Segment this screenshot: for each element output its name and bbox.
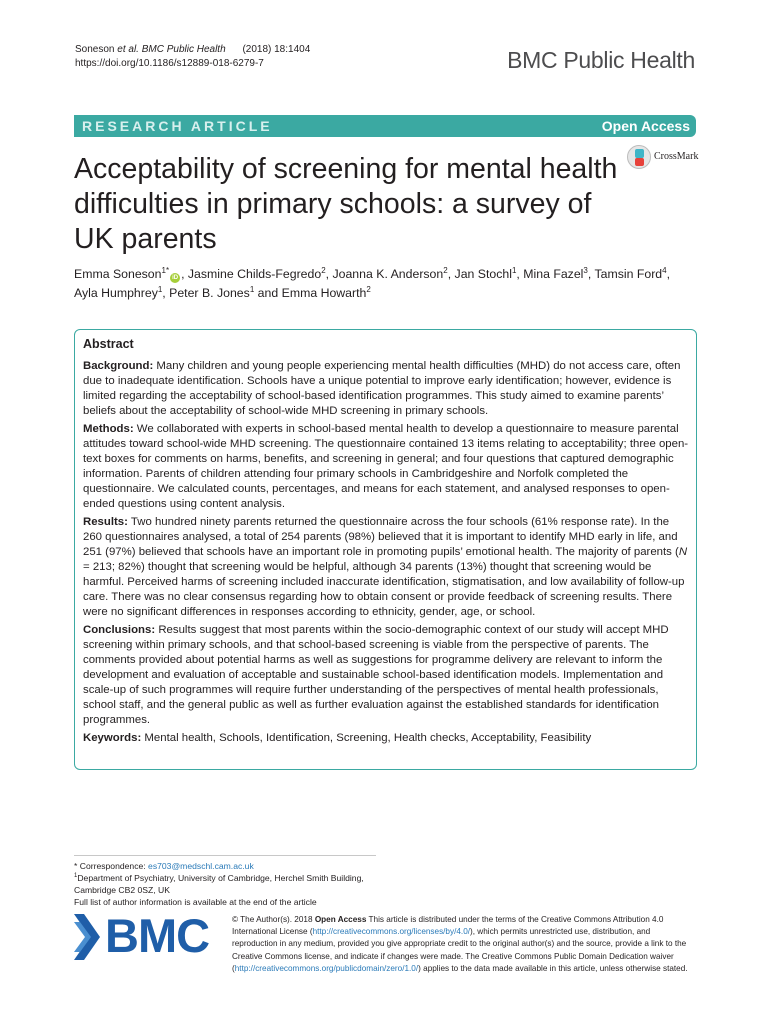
author-name-text: Jasmine Childs-Fegredo [187,267,322,281]
license-text-3: ) applies to the data made available in this article, unless otherwise stated. [418,963,688,973]
author-affiliation: 2 [366,284,371,294]
author-name-text: Peter B. Jones [169,286,250,300]
author-name-text: Jan Stochl [454,267,512,281]
abstract-box [74,329,697,770]
correspondence-label: * Correspondence: [74,861,149,871]
abstract-background [83,359,689,419]
correspondence-email-link[interactable]: es703@medschl.cam.ac.uk [148,861,254,871]
author-name-text: Emma Soneson [74,267,162,281]
copyright-text: © The Author(s). 2018 [232,915,315,924]
license-text-1: This article is distributed under the terms of the Creative Commons Attribution 4.0 International License ( [232,915,664,937]
crossmark-button[interactable] [627,145,701,171]
author-name[interactable] [282,286,371,300]
author-name[interactable] [594,267,666,281]
author-separator: , [666,267,671,281]
author-name-text: Mina Fazel [523,267,584,281]
license-text-2: ), which permits unrestricted use, distribution, and reproduction in any medium, provided you give appropriate credit to the original author(s) and the source, provide a link to the Creative Commons license, and indicate if changes were made. The Creative Commons Public Domain Dedication waiver ( [232,927,687,973]
author-info-note: Full list of author information is available at the end of the article [74,897,317,907]
citation-journal: et al. BMC Public Health [117,44,226,55]
cc-by-license-link[interactable]: http://creativecommons.org/licenses/by/4.0/ [312,927,471,937]
citation-header [75,43,310,71]
results-n: N [678,546,688,558]
orcid-icon[interactable]: iD [172,275,179,281]
author-name-text: Emma Howarth [281,286,367,300]
author-name-text: Joanna K. Anderson [332,267,444,281]
citation-author: Soneson [75,44,115,55]
author-name[interactable] [188,267,326,281]
author-affiliation: 1 [249,284,255,294]
author-separator: and [254,286,282,300]
cc-zero-link[interactable]: http://creativecommons.org/publicdomain/zero/1.0/ [234,963,419,973]
author-separator: , [325,267,333,281]
crossmark-icon [627,145,651,169]
abstract-conclusions [83,623,689,728]
methods-text: We collaborated with experts in school-based mental health to develop a questionnaire to measure parental attitudes toward school-wide MHD screening. The questionnaire contained 13 items relating to acceptability; three open-text boxes for comments on harms, benefits, and screening in general; and four questions that captured demographic information. Parents of children attending four primary schools in Cambridgeshire and Norfolk completed the questionnaire. We calculated counts, percentages, and means for each statement, and analysed responses to open-ended questions using content analysis. [83,423,689,510]
author-affiliation: 2 [321,265,326,275]
background-label: Background: [83,360,154,372]
author-name[interactable] [332,267,447,281]
affiliation-text: Department of Psychiatry, University of Cambridge, Herchel Smith Building, Cambridge CB2 0SZ, UK [74,873,364,895]
journal-name: BMC Public Health [507,47,695,73]
background-text: Many children and young people experiencing mental health difficulties (MHD) do not access care, often due to inadequate identification. Schools have a unique potential to improve early identification; however, evidence is limited regarding the acceptability of school-based identification programmes. This study aimed to examine parents’ beliefs about the acceptability of school-wide MHD screening in primary schools. [83,360,681,417]
author-affiliation: 1 [511,265,517,275]
author-list [74,265,696,303]
crossmark-label: CrossMark [654,151,699,162]
keywords-text: Mental health, Schools, Identification, Screening, Health checks, Acceptability, Feasibility [144,732,592,744]
abstract-results [83,515,689,620]
author-affiliation: 3 [583,265,588,275]
methods-label: Methods: [83,423,134,435]
keywords-label: Keywords: [83,732,142,744]
abstract-heading: Abstract [83,337,134,351]
correspondence-line [74,860,376,872]
correspondence-footnote [74,855,376,908]
author-separator: , [181,267,188,281]
bmc-chevron-icon [74,914,100,960]
author-name-text: Ayla Humphrey [74,286,158,300]
conclusions-label: Conclusions: [83,624,156,636]
author-affiliation: 2 [443,265,448,275]
author-separator: , [516,267,524,281]
author-affiliation: 1 [157,284,163,294]
results-label: Results: [83,516,128,528]
author-name[interactable] [523,267,588,281]
author-separator: , [447,267,455,281]
bmc-logo [74,910,219,960]
conclusions-text: Results suggest that most parents within the socio-demographic context of our study will accept MHD screening within primary schools, and that school-based screening is viable from the perspective of parents. The comments provided about potential harms as well as suggestions for programme delivery are relevant to inform the development and evaluation of acceptable and sustainable school-based identification models. Implementation and scale-up of such programmes will require further understanding of the perspectives of mental health professionals, school staff, and the general public as well as further evaluation against the established standards for identification programmes. [83,624,669,726]
author-name[interactable] [455,267,517,281]
author-separator: , [162,286,170,300]
article-title: Acceptability of screening for mental health difficulties in primary schools: a survey of UK parents [74,153,618,255]
author-name[interactable] [74,286,162,300]
author-separator: , [587,267,595,281]
citation-line [75,43,310,57]
doi-link[interactable]: https://doi.org/10.1186/s12889-018-6279-7 [75,58,264,69]
open-access-label: Open Access [601,118,690,134]
abstract-keywords [83,731,689,746]
bmc-logo-text: BMC [105,909,210,962]
author-affiliation: 4 [662,265,667,275]
article-type: RESEARCH ARTICLE [82,118,273,134]
author-name-text: Tamsin Ford [594,267,663,281]
results-text-2: = 213; 82%) thought that screening would be helpful, although 34 parents (13%) thought that screening would be harmful. Perceived harms of screening included inaccurate identification, stigmatisation, and low availability of follow-up care. There was no clear consensus regarding how to obtain consent or provide feedback of screening results. There were no significant differences in responses according to ethnicity, gender, age, or school. [83,561,685,618]
results-text-1: Two hundred ninety parents returned the questionnaire across the four schools (61% response rate). In the 260 questionnaires analysed, a total of 254 parents (98%) believed that it is important to identify MHD early in life, and 251 (97%) believed that schools have an important role in promoting pupils’ emotional health. The majority of parents ( [83,516,679,558]
author-name[interactable] [169,286,254,300]
article-banner [74,115,696,137]
author-affiliation: 1* [161,265,170,275]
author-name[interactable] [74,267,181,281]
affiliation-number: 1 [74,873,78,880]
license-open-access: Open Access [314,915,367,924]
citation-volume: (2018) 18:1404 [242,44,311,55]
license-statement [232,914,694,975]
affiliation-line [74,872,376,896]
abstract-methods [83,422,689,512]
